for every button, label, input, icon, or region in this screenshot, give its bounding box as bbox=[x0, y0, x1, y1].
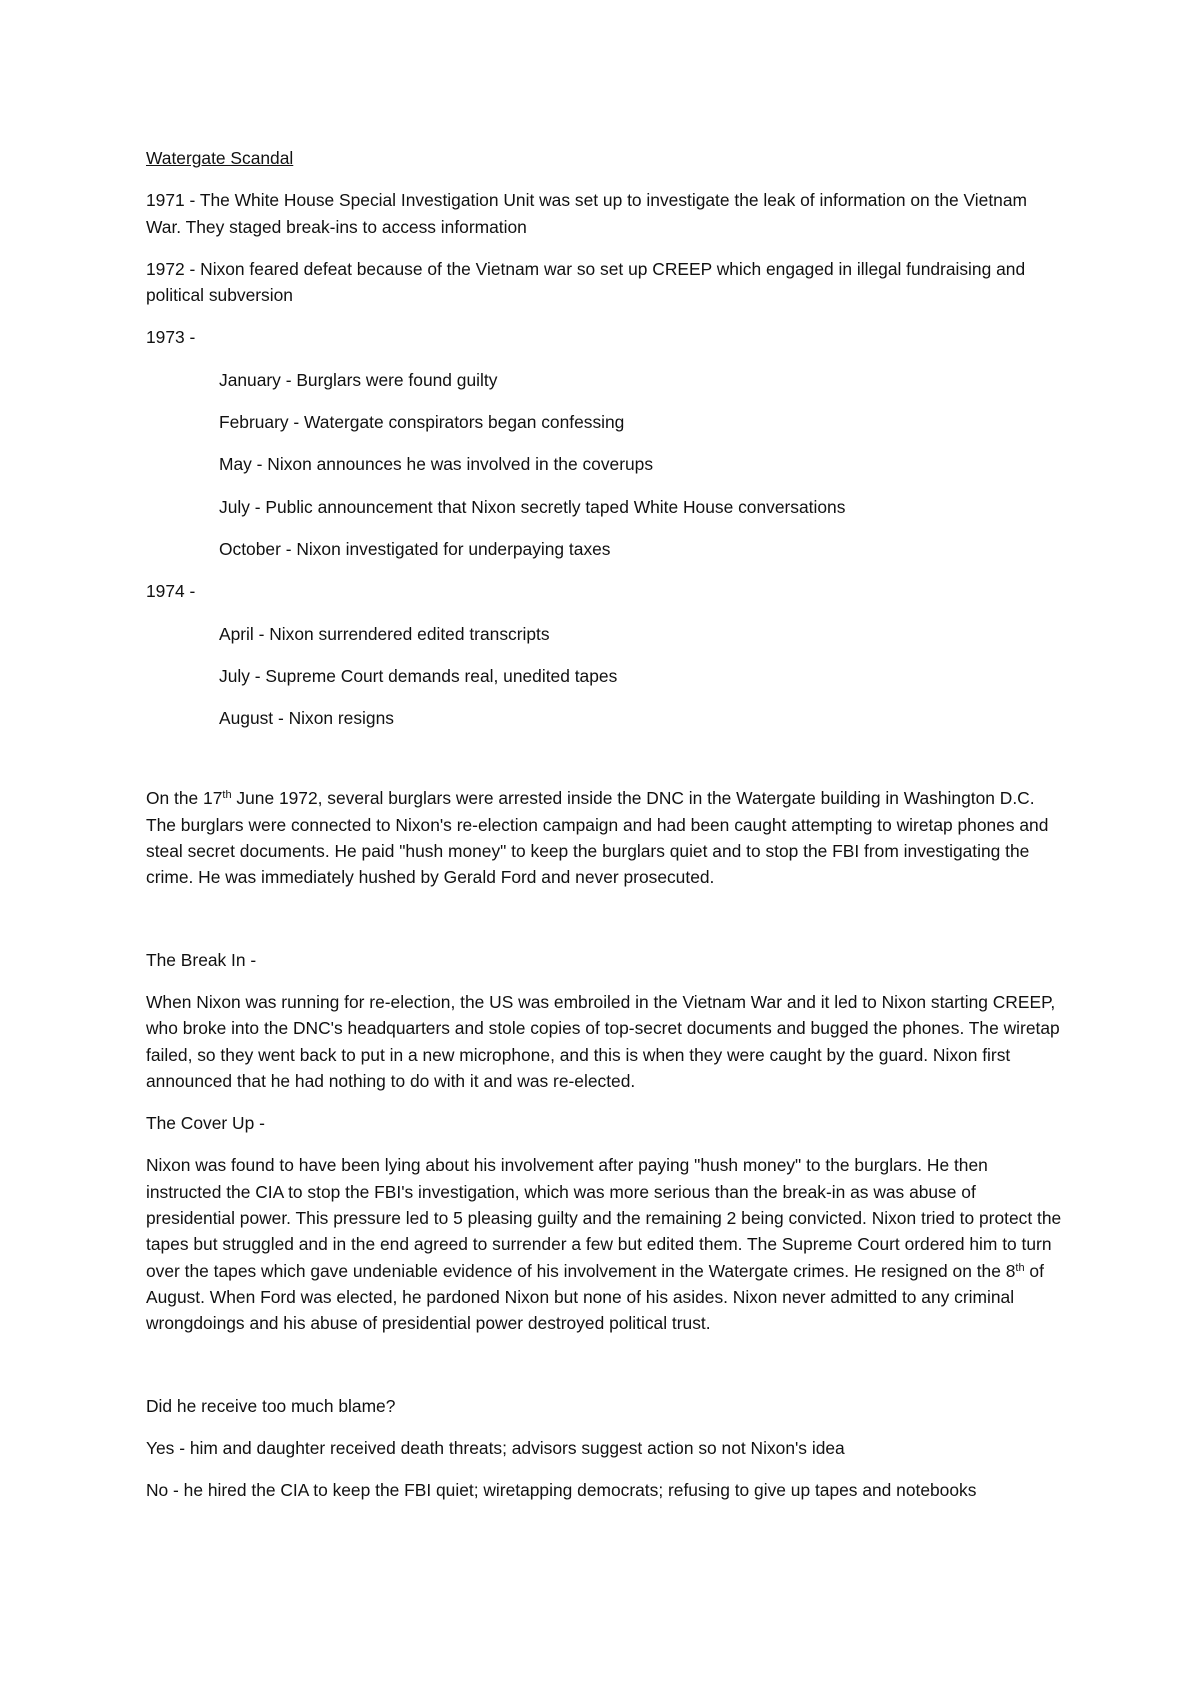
blame-yes: Yes - him and daughter received death threats; advisors suggest action so not Nixon's idea bbox=[146, 1437, 845, 1458]
cover-up-heading: The Cover Up - bbox=[146, 1113, 265, 1134]
timeline-1974-july: July - Supreme Court demands real, unedited tapes bbox=[219, 665, 618, 686]
cover-up-paragraph: Nixon was found to have been lying about his involvement after paying "hush money" to the burglars. He then instructed the CIA to stop the FBI's investigation, which was more serious than the break-in as was abuse of presidential power. This pressure led to 5 pleasing guilty and the remaining 2 being convicted. Nixon tried to protect the tapes but struggled and in the end agreed to surrender a few but edited them. The Supreme Court ordered him to turn over the tapes which gave undeniable evidence of his involvement in the Watergate crimes. He resigned on the 8th of August. When Ford was elected, he pardoned Nixon but none of his asides. Nixon never admitted to any criminal wrongdoings and his abuse of presidential power destroyed political trust. bbox=[146, 1155, 1062, 1334]
timeline-1972: 1972 - Nixon feared defeat because of the Vietnam war so set up CREEP which engaged in illegal fundraising and political subversion bbox=[146, 258, 1026, 306]
break-in-heading: The Break In - bbox=[146, 949, 257, 970]
blame-question: Did he receive too much blame? bbox=[146, 1395, 396, 1416]
timeline-1974-april: April - Nixon surrendered edited transcripts bbox=[219, 623, 550, 644]
timeline-1974-august: August - Nixon resigns bbox=[219, 708, 394, 729]
timeline-1971: 1971 - The White House Special Investigation Unit was set up to investigate the leak of information on the Vietnam War. They staged break-ins to access information bbox=[146, 190, 1027, 237]
spacer bbox=[146, 1353, 1066, 1393]
timeline-1974-label: 1974 - bbox=[146, 581, 196, 602]
spacer bbox=[146, 907, 1066, 947]
document-title: Watergate Scandal bbox=[146, 148, 294, 168]
blame-no: No - he hired the CIA to keep the FBI quiet; wiretapping democrats; refusing to give up tapes and notebooks bbox=[146, 1480, 977, 1501]
timeline-1973-january: January - Burglars were found guilty bbox=[219, 369, 498, 390]
break-in-paragraph: When Nixon was running for re-election, the US was embroiled in the Vietnam War and it led to Nixon starting CREEP, who broke into the DNC's headquarters and stole copies of top-secret documents and bugged the phones. The wiretap failed, so they went back to put in a new microphone, and this is when they were caught by the guard. Nixon first announced that he had nothing to do with it and was re-elected. bbox=[146, 991, 1060, 1091]
timeline-1973-label: 1973 - bbox=[146, 327, 196, 348]
document-body bbox=[146, 145, 1066, 1519]
timeline-1973-october: October - Nixon investigated for underpaying taxes bbox=[219, 538, 611, 559]
summary-paragraph: On the 17th June 1972, several burglars were arrested inside the DNC in the Watergate building in Washington D.C. The burglars were connected to Nixon's re-election campaign and had been caught attempting to wiretap phones and steal secret documents. He paid "hush money" to keep the burglars quiet and to stop the FBI from investigating the crime. He was immediately hushed by Gerald Ford and never prosecuted. bbox=[146, 788, 1049, 888]
timeline-1973-february: February - Watergate conspirators began confessing bbox=[219, 412, 625, 433]
timeline-1973-july: July - Public announcement that Nixon secretly taped White House conversations bbox=[219, 496, 846, 517]
spacer bbox=[146, 747, 1066, 785]
timeline-1973-may: May - Nixon announces he was involved in the coverups bbox=[219, 454, 654, 475]
